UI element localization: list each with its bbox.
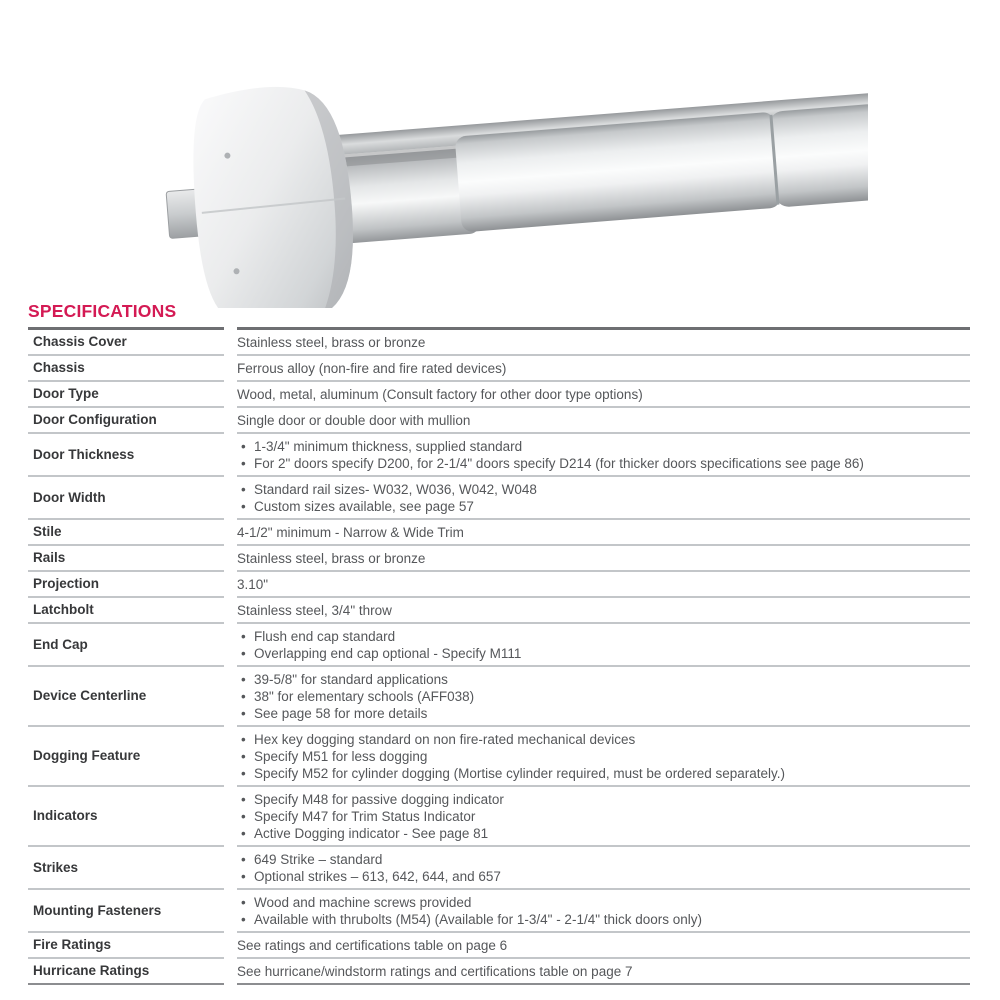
spec-row <box>28 382 970 408</box>
spec-values <box>237 959 970 985</box>
spec-row <box>28 356 970 382</box>
spec-values <box>237 477 970 520</box>
spec-value-text: Stainless steel, brass or bronze <box>237 334 426 350</box>
spec-value-line <box>237 894 966 911</box>
spec-row <box>28 847 970 890</box>
bullet-icon: • <box>241 765 246 781</box>
spec-value-line <box>237 705 966 722</box>
spec-values <box>237 847 970 890</box>
spec-value-text: 4-1/2" minimum - Narrow & Wide Trim <box>237 524 464 540</box>
spec-values <box>237 520 970 546</box>
spec-values <box>237 890 970 933</box>
spec-value-line <box>237 937 966 954</box>
spec-value-text: Wood and machine screws provided <box>254 894 472 910</box>
spec-value-line <box>237 825 966 842</box>
spec-value-text: Hex key dogging standard on non fire-rated mechanical devices <box>254 731 636 747</box>
spec-value-text: 39-5/8" for standard applications <box>254 671 448 687</box>
spec-value-text: 38" for elementary schools (AFF038) <box>254 688 475 704</box>
spec-label: Projection <box>28 572 224 598</box>
spec-values <box>237 327 970 356</box>
bullet-icon: • <box>241 808 246 824</box>
spec-label: Indicators <box>28 787 224 847</box>
spec-value-line <box>237 481 966 498</box>
spec-label: End Cap <box>28 624 224 667</box>
spec-value-text: 649 Strike – standard <box>254 851 383 867</box>
spec-value-line <box>237 731 966 748</box>
spec-row <box>28 787 970 847</box>
product-image <box>128 28 868 308</box>
spec-value-line <box>237 851 966 868</box>
spec-row <box>28 408 970 434</box>
spec-values <box>237 572 970 598</box>
spec-row <box>28 667 970 727</box>
spec-label: Fire Ratings <box>28 933 224 959</box>
spec-value-text: Overlapping end cap optional - Specify M111 <box>254 645 522 661</box>
spec-row <box>28 434 970 477</box>
spec-label: Hurricane Ratings <box>28 959 224 985</box>
spec-value-text: Specify M52 for cylinder dogging (Mortise cylinder required, must be ordered separately.) <box>254 765 785 781</box>
spec-value-line <box>237 748 966 765</box>
bullet-icon: • <box>241 791 246 807</box>
spec-value-line <box>237 963 966 980</box>
bullet-icon: • <box>241 688 246 704</box>
spec-value-text: Single door or double door with mullion <box>237 412 471 428</box>
bullet-icon: • <box>241 825 246 841</box>
spec-values <box>237 382 970 408</box>
spec-value-text: Specify M48 for passive dogging indicator <box>254 791 504 807</box>
bullet-icon: • <box>241 894 246 910</box>
spec-row <box>28 477 970 520</box>
spec-value-text: Specify M47 for Trim Status Indicator <box>254 808 476 824</box>
spec-row <box>28 624 970 667</box>
spec-row <box>28 890 970 933</box>
spec-value-text: Custom sizes available, see page 57 <box>254 498 474 514</box>
bullet-icon: • <box>241 438 246 454</box>
specifications-section <box>28 301 970 985</box>
spec-label: Rails <box>28 546 224 572</box>
spec-label: Chassis <box>28 356 224 382</box>
bullet-icon: • <box>241 628 246 644</box>
spec-value-text: Ferrous alloy (non-fire and fire rated devices) <box>237 360 507 376</box>
bullet-icon: • <box>241 868 246 884</box>
spec-value-text: Standard rail sizes- W032, W036, W042, W048 <box>254 481 537 497</box>
spec-label: Stile <box>28 520 224 546</box>
spec-values <box>237 408 970 434</box>
spec-row <box>28 959 970 985</box>
spec-value-line <box>237 765 966 782</box>
spec-values <box>237 356 970 382</box>
spec-label: Door Configuration <box>28 408 224 434</box>
spec-value-text: See page 58 for more details <box>254 705 428 721</box>
bullet-icon: • <box>241 911 246 927</box>
spec-value-line <box>237 576 966 593</box>
spec-value-line <box>237 550 966 567</box>
spec-values <box>237 933 970 959</box>
spec-values <box>237 546 970 572</box>
spec-value-text: 1-3/4" minimum thickness, supplied standard <box>254 438 523 454</box>
spec-value-line <box>237 628 966 645</box>
bullet-icon: • <box>241 498 246 514</box>
specifications-table <box>28 327 970 985</box>
spec-value-line <box>237 791 966 808</box>
spec-label: Device Centerline <box>28 667 224 727</box>
spec-row <box>28 727 970 787</box>
page-title: SPECIFICATIONS <box>28 301 177 321</box>
spec-value-line <box>237 438 966 455</box>
spec-value-text: Specify M51 for less dogging <box>254 748 428 764</box>
spec-row <box>28 546 970 572</box>
spec-label: Strikes <box>28 847 224 890</box>
spec-value-line <box>237 412 966 429</box>
spec-value-text: Stainless steel, 3/4" throw <box>237 602 392 618</box>
end-cap <box>768 103 868 208</box>
spec-row <box>28 327 970 356</box>
spec-value-line <box>237 524 966 541</box>
bullet-icon: • <box>241 645 246 661</box>
spec-value-line <box>237 455 966 472</box>
spec-value-text: See ratings and certifications table on page 6 <box>237 937 508 953</box>
spec-value-text: Wood, metal, aluminum (Consult factory for other door type options) <box>237 386 643 402</box>
spec-values <box>237 624 970 667</box>
spec-value-text: Optional strikes – 613, 642, 644, and 657 <box>254 868 501 884</box>
spec-value-text: Available with thrubolts (M54) (Available for 1-3/4" - 2-1/4" thick doors only) <box>254 911 703 927</box>
bullet-icon: • <box>241 748 246 764</box>
spec-values <box>237 434 970 477</box>
spec-label: Mounting Fasteners <box>28 890 224 933</box>
spec-value-text: Flush end cap standard <box>254 628 396 644</box>
spec-row <box>28 598 970 624</box>
bullet-icon: • <box>241 671 246 687</box>
spec-value-line <box>237 911 966 928</box>
spec-value-text: See hurricane/windstorm ratings and certifications table on page 7 <box>237 963 633 979</box>
bullet-icon: • <box>241 731 246 747</box>
spec-label: Chassis Cover <box>28 327 224 356</box>
spec-row <box>28 572 970 598</box>
bullet-icon: • <box>241 851 246 867</box>
spec-value-line <box>237 868 966 885</box>
spec-value-text: Active Dogging indicator - See page 81 <box>254 825 489 841</box>
bullet-icon: • <box>241 481 246 497</box>
spec-value-line <box>237 334 966 351</box>
spec-value-line <box>237 602 966 619</box>
spec-value-line <box>237 808 966 825</box>
spec-value-line <box>237 498 966 515</box>
spec-value-line <box>237 645 966 662</box>
spec-value-line <box>237 688 966 705</box>
spec-row <box>28 933 970 959</box>
spec-values <box>237 787 970 847</box>
spec-value-text: 3.10" <box>237 576 269 592</box>
spec-label: Door Thickness <box>28 434 224 477</box>
spec-values <box>237 598 970 624</box>
exit-device-illustration <box>128 28 868 308</box>
spec-row <box>28 520 970 546</box>
bullet-icon: • <box>241 455 246 471</box>
spec-label: Dogging Feature <box>28 727 224 787</box>
spec-label: Latchbolt <box>28 598 224 624</box>
spec-value-text: For 2" doors specify D200, for 2-1/4" doors specify D214 (for thicker doors specifications see page 86) <box>254 455 864 471</box>
spec-value-text: Stainless steel, brass or bronze <box>237 550 426 566</box>
spec-label: Door Type <box>28 382 224 408</box>
bullet-icon: • <box>241 705 246 721</box>
spec-values <box>237 667 970 727</box>
spec-value-line <box>237 386 966 403</box>
spec-value-line <box>237 671 966 688</box>
spec-value-line <box>237 360 966 377</box>
device-group <box>159 39 868 308</box>
spec-label: Door Width <box>28 477 224 520</box>
spec-values <box>237 727 970 787</box>
